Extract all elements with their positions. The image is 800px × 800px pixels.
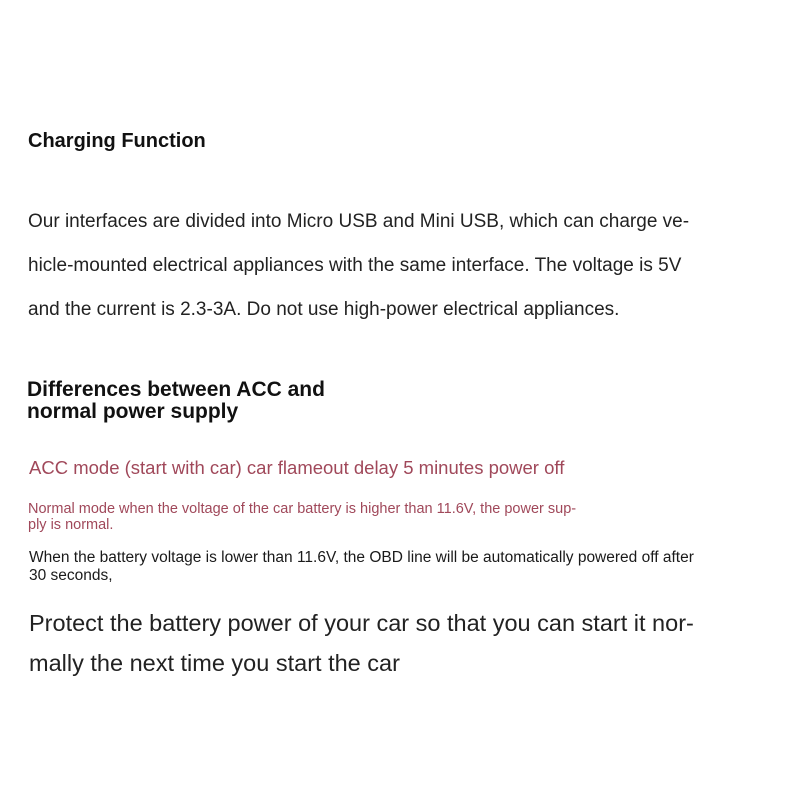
paragraph-line: mally the next time you start the car [29,650,400,676]
paragraph-line: 30 seconds, [29,567,113,584]
normal-mode-text [28,501,576,533]
charging-function-paragraph [28,200,689,332]
paragraph-line: Protect the battery power of your car so that you can start it nor- [29,610,694,636]
acc-mode-text: ACC mode (start with car) car flameout delay 5 minutes power off [29,457,565,478]
paragraph-line: When the battery voltage is lower than 11.6V, the OBD line will be automatically powered off after [29,549,694,566]
differences-heading [27,379,325,423]
heading-line: Differences between ACC and [27,378,325,401]
battery-cutoff-note [29,549,694,585]
paragraph-line: Normal mode when the voltage of the car battery is higher than 11.6V, the power sup- [28,501,577,517]
paragraph-line: hicle-mounted electrical appliances with the same interface. The voltage is 5V [28,255,682,276]
paragraph-line: ply is normal. [28,517,114,533]
protect-battery-note [29,603,694,683]
paragraph-line: Our interfaces are divided into Micro USB and Mini USB, which can charge ve- [28,211,690,232]
paragraph-line: and the current is 2.3-3A. Do not use high-power electrical appliances. [28,299,620,320]
charging-function-heading: Charging Function [28,130,206,152]
heading-line: normal power supply [27,400,239,423]
